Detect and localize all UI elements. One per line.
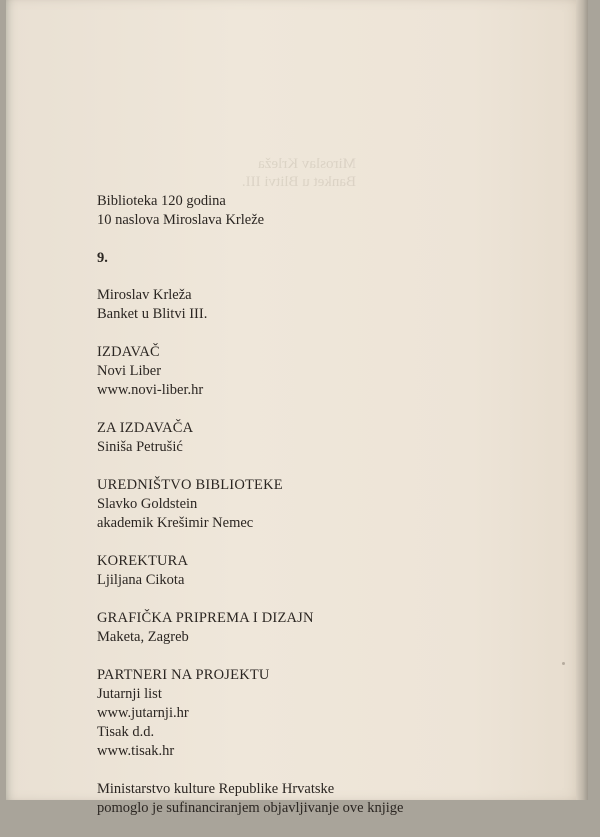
show-through-line: Miroslav Krleža <box>258 156 356 172</box>
credit-section <box>97 476 537 533</box>
credit-section <box>97 419 537 457</box>
series-block <box>97 192 537 230</box>
page-edge-shadow <box>576 0 588 800</box>
credit-line: www.jutarnji.hr <box>97 705 189 721</box>
credit-heading: GRAFIČKA PRIPREMA I DIZAJN <box>97 610 314 626</box>
series-subtitle: 10 naslova Miroslava Krleže <box>97 212 265 228</box>
credit-section <box>97 666 537 761</box>
credit-line: Tisak d.d. <box>97 724 155 740</box>
series-name: Biblioteka 120 godina <box>97 193 226 209</box>
credit-heading: UREDNIŠTVO BIBLIOTEKE <box>97 477 283 493</box>
credit-section <box>97 343 537 400</box>
colophon <box>97 192 537 837</box>
credit-line: akademik Krešimir Nemec <box>97 515 254 531</box>
credit-heading: PARTNERI NA PROJEKTU <box>97 667 270 683</box>
footer-line: pomoglo je sufinanciranjem objavljivanje ove knjige <box>97 800 404 816</box>
book-author: Miroslav Krleža <box>97 287 192 303</box>
credit-line: Ljiljana Cikota <box>97 572 185 588</box>
credit-heading: IZDAVAČ <box>97 344 160 360</box>
show-through-line: Banket u Blitvi III. <box>241 174 356 190</box>
book-title: Banket u Blitvi III. <box>97 306 208 322</box>
credit-heading: KOREKTURA <box>97 553 189 569</box>
credit-line: Maketa, Zagreb <box>97 629 189 645</box>
credit-section <box>97 552 537 590</box>
credit-line: Slavko Goldstein <box>97 496 198 512</box>
volume-number: 9. <box>97 250 108 266</box>
footer-note <box>97 780 537 818</box>
paper-speck <box>562 662 565 665</box>
credit-line: Jutarnji list <box>97 686 162 702</box>
credit-section <box>97 609 537 647</box>
book-page <box>6 0 588 816</box>
credit-line: www.novi-liber.hr <box>97 382 204 398</box>
credit-line: www.tisak.hr <box>97 743 175 759</box>
book-block <box>97 286 537 324</box>
credit-heading: ZA IZDAVAČA <box>97 420 194 436</box>
footer-line: Ministarstvo kulture Republike Hrvatske <box>97 781 335 797</box>
credit-line: Siniša Petrušić <box>97 439 183 455</box>
show-through-text <box>96 155 356 195</box>
credit-line: Novi Liber <box>97 363 162 379</box>
credits-sections <box>97 343 537 761</box>
